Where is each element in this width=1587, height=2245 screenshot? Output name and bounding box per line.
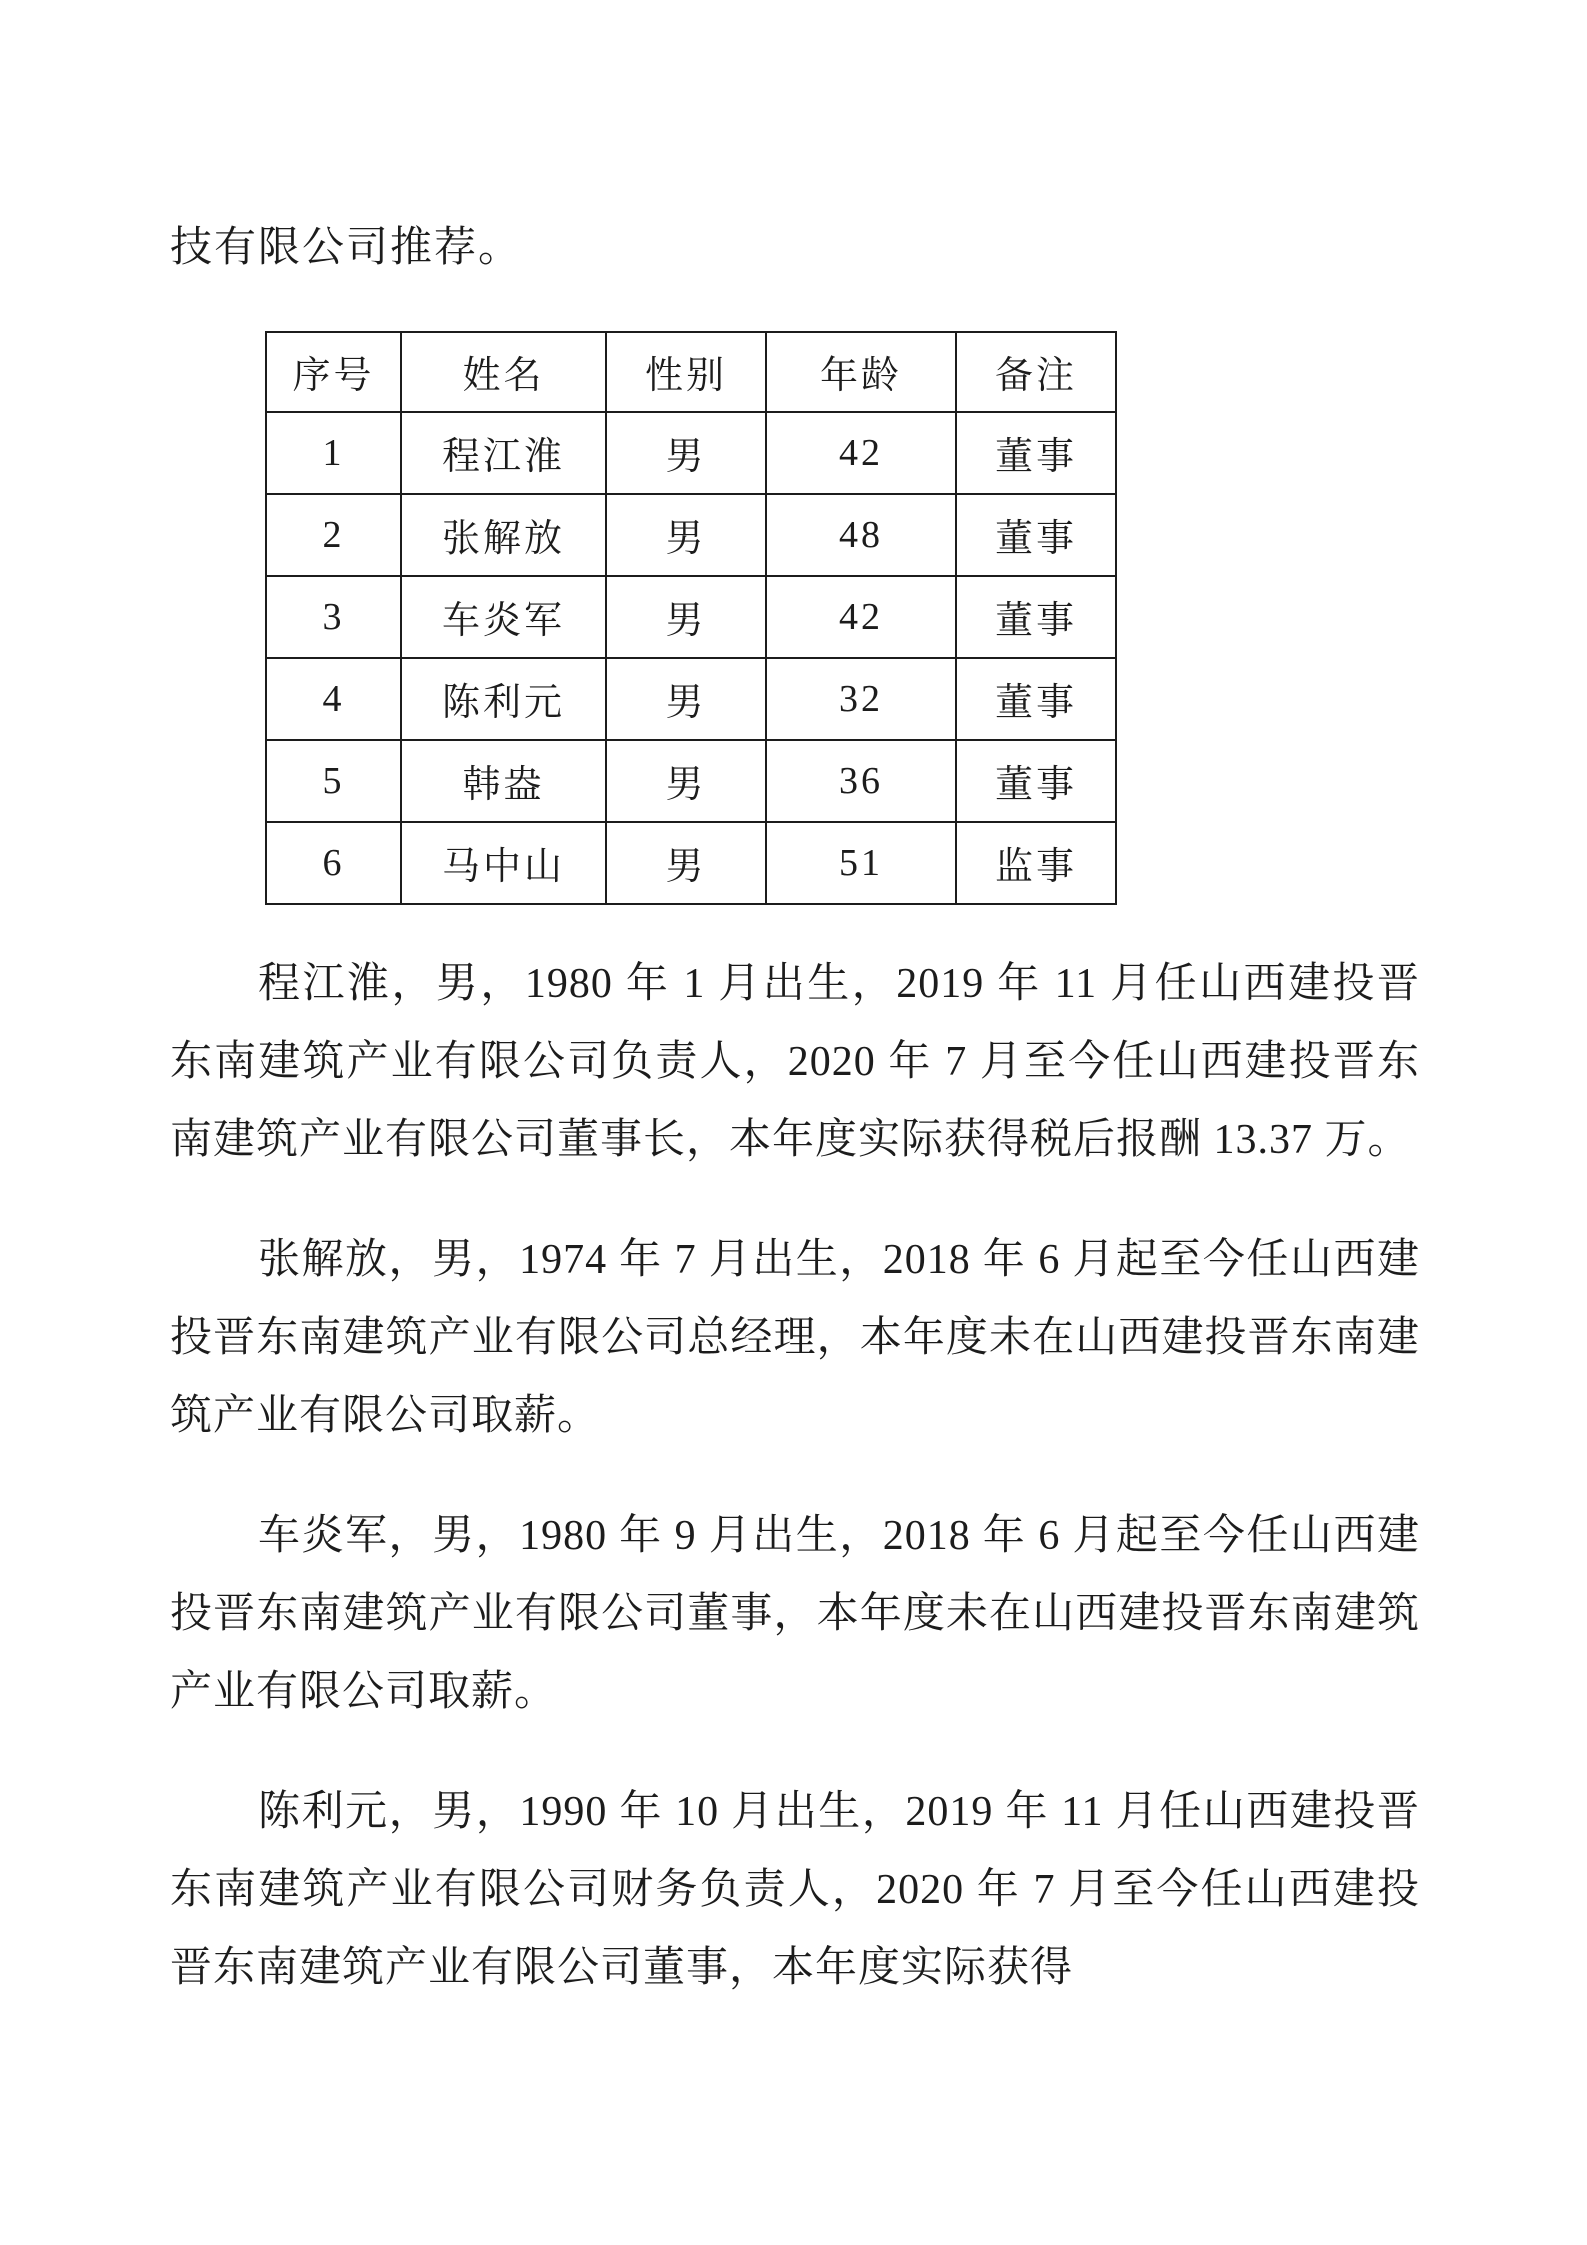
table-cell: 陈利元 xyxy=(401,658,606,740)
table-cell: 48 xyxy=(766,494,956,576)
table-cell: 韩盎 xyxy=(401,740,606,822)
table-cell: 4 xyxy=(266,658,401,740)
column-header: 年龄 xyxy=(766,332,956,412)
table-cell: 监事 xyxy=(956,822,1116,904)
table-cell: 董事 xyxy=(956,412,1116,494)
table-cell: 男 xyxy=(606,822,766,904)
table-cell: 男 xyxy=(606,576,766,658)
table-cell: 男 xyxy=(606,658,766,740)
table-cell: 42 xyxy=(766,412,956,494)
table-row xyxy=(266,412,1116,494)
table-body xyxy=(266,412,1116,904)
table-row xyxy=(266,740,1116,822)
column-header: 性别 xyxy=(606,332,766,412)
table-cell: 董事 xyxy=(956,658,1116,740)
body-paragraph: 车炎军，男，1980 年 9 月出生，2018 年 6 月起至今任山西建投晋东南建筑产业有限公司董事，本年度未在山西建投晋东南建筑产业有限公司取薪。 xyxy=(170,1512,1420,1715)
table-cell: 32 xyxy=(766,658,956,740)
table-cell: 3 xyxy=(266,576,401,658)
table-cell: 男 xyxy=(606,740,766,822)
intro-line: 技有限公司推荐。 xyxy=(170,225,523,271)
table-row xyxy=(266,576,1116,658)
table-cell: 51 xyxy=(766,822,956,904)
table-cell: 董事 xyxy=(956,740,1116,822)
table-row xyxy=(266,822,1116,904)
table-row xyxy=(266,658,1116,740)
body-paragraph: 程江淮，男，1980 年 1 月出生，2019 年 11 月任山西建投晋东南建筑产业有限公司负责人，2020 年 7 月至今任山西建投晋东南建筑产业有限公司董事长，本年度实际获得税后报酬 13.37 万。 xyxy=(170,960,1420,1163)
column-header: 姓名 xyxy=(401,332,606,412)
table-head xyxy=(266,332,1116,412)
table-cell: 42 xyxy=(766,576,956,658)
table-cell: 张解放 xyxy=(401,494,606,576)
body-paragraph: 张解放，男，1974 年 7 月出生，2018 年 6 月起至今任山西建投晋东南建筑产业有限公司总经理，本年度未在山西建投晋东南建筑产业有限公司取薪。 xyxy=(170,1236,1420,1439)
body-paragraph: 陈利元，男，1990 年 10 月出生，2019 年 11 月任山西建投晋东南建筑产业有限公司财务负责人，2020 年 7 月至今任山西建投晋东南建筑产业有限公司董事，本年度实际获得 xyxy=(170,1788,1420,1991)
table-cell: 董事 xyxy=(956,576,1116,658)
table-header-row xyxy=(266,332,1116,412)
table-cell: 马中山 xyxy=(401,822,606,904)
table-cell: 车炎军 xyxy=(401,576,606,658)
personnel-table xyxy=(265,331,1117,905)
paragraphs xyxy=(170,945,1420,2007)
table-row xyxy=(266,494,1116,576)
table-cell: 2 xyxy=(266,494,401,576)
column-header: 序号 xyxy=(266,332,401,412)
table-cell: 6 xyxy=(266,822,401,904)
table-cell: 董事 xyxy=(956,494,1116,576)
table-cell: 5 xyxy=(266,740,401,822)
table-cell: 1 xyxy=(266,412,401,494)
table-cell: 程江淮 xyxy=(401,412,606,494)
table-cell: 36 xyxy=(766,740,956,822)
table-cell: 男 xyxy=(606,494,766,576)
table-cell: 男 xyxy=(606,412,766,494)
column-header: 备注 xyxy=(956,332,1116,412)
